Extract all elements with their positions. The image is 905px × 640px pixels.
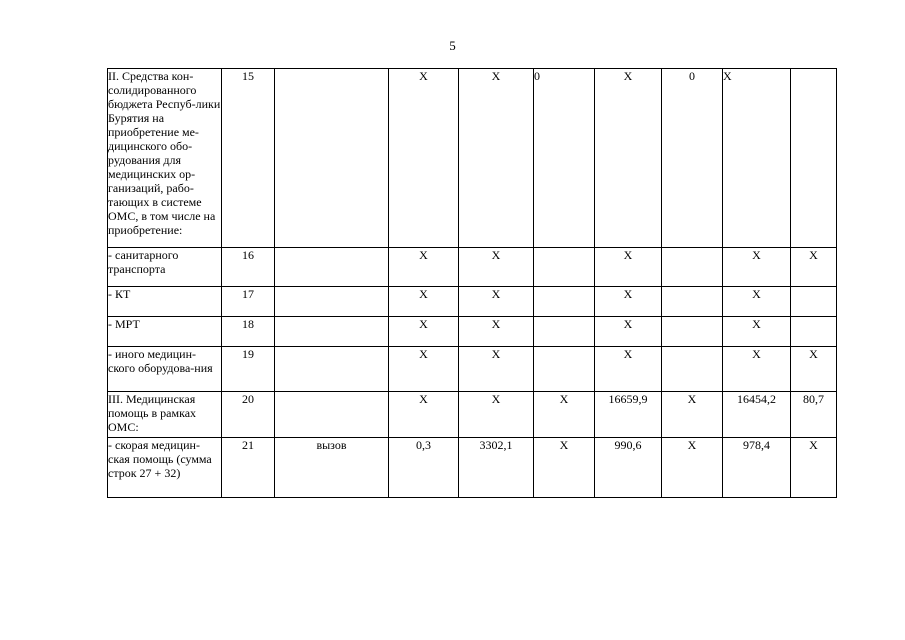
value-cell bbox=[534, 248, 595, 287]
value-cell: Х bbox=[389, 347, 459, 392]
value-cell bbox=[534, 287, 595, 317]
value-cell: Х bbox=[723, 248, 791, 287]
value-cell bbox=[662, 248, 723, 287]
unit-cell bbox=[275, 287, 389, 317]
table-row bbox=[108, 392, 837, 438]
row-number: 19 bbox=[222, 347, 275, 392]
table-row bbox=[108, 317, 837, 347]
unit-cell bbox=[275, 392, 389, 438]
row-number: 17 bbox=[222, 287, 275, 317]
row-number: 21 bbox=[222, 438, 275, 498]
value-cell: Х bbox=[595, 69, 662, 248]
value-cell: 978,4 bbox=[723, 438, 791, 498]
row-number: 18 bbox=[222, 317, 275, 347]
value-cell: Х bbox=[389, 69, 459, 248]
value-cell: Х bbox=[389, 317, 459, 347]
table-row bbox=[108, 69, 837, 248]
value-cell: 990,6 bbox=[595, 438, 662, 498]
value-cell: Х bbox=[662, 392, 723, 438]
row-number: 20 bbox=[222, 392, 275, 438]
unit-cell bbox=[275, 347, 389, 392]
value-cell bbox=[662, 347, 723, 392]
row-label: - скорая медицин-ская помощь (сумма строк 27 + 32) bbox=[108, 438, 222, 498]
value-cell bbox=[662, 317, 723, 347]
value-cell: Х bbox=[595, 347, 662, 392]
row-label: - иного медицин-ского оборудова-ния bbox=[108, 347, 222, 392]
row-label: - КТ bbox=[108, 287, 222, 317]
value-cell: Х bbox=[791, 248, 837, 287]
value-cell: 16659,9 bbox=[595, 392, 662, 438]
unit-cell bbox=[275, 248, 389, 287]
value-cell: 0,3 bbox=[389, 438, 459, 498]
page-number: 5 bbox=[449, 38, 456, 53]
value-cell: 80,7 bbox=[791, 392, 837, 438]
value-cell: Х bbox=[662, 438, 723, 498]
value-cell: Х bbox=[459, 69, 534, 248]
row-number: 15 bbox=[222, 69, 275, 248]
unit-cell bbox=[275, 69, 389, 248]
value-cell: Х bbox=[389, 392, 459, 438]
row-number: 16 bbox=[222, 248, 275, 287]
value-cell: Х bbox=[723, 69, 791, 248]
value-cell: Х bbox=[389, 287, 459, 317]
table-row bbox=[108, 438, 837, 498]
unit-cell bbox=[275, 317, 389, 347]
value-cell: Х bbox=[723, 347, 791, 392]
value-cell bbox=[662, 287, 723, 317]
value-cell: Х bbox=[459, 287, 534, 317]
value-cell bbox=[791, 69, 837, 248]
row-label: II. Средства кон-солидированного бюджета Респуб-лики Бурятия на приобретение ме-дицинского обо-рудования для медицинских ор-ганизаций, рабо-тающих в системе ОМС, в том числе на приобретение: bbox=[108, 69, 222, 248]
row-label: - МРТ bbox=[108, 317, 222, 347]
value-cell bbox=[791, 287, 837, 317]
value-cell: 0 bbox=[534, 69, 595, 248]
value-cell: 0 bbox=[662, 69, 723, 248]
row-label: III. Медицинская помощь в рамках ОМС: bbox=[108, 392, 222, 438]
value-cell: Х bbox=[595, 287, 662, 317]
value-cell: Х bbox=[459, 248, 534, 287]
table-row bbox=[108, 347, 837, 392]
row-label: - санитарного транспорта bbox=[108, 248, 222, 287]
value-cell: Х bbox=[723, 317, 791, 347]
value-cell: Х bbox=[534, 438, 595, 498]
value-cell: Х bbox=[723, 287, 791, 317]
value-cell bbox=[534, 317, 595, 347]
value-cell: Х bbox=[791, 438, 837, 498]
value-cell: Х bbox=[791, 347, 837, 392]
value-cell: Х bbox=[459, 392, 534, 438]
value-cell: Х bbox=[534, 392, 595, 438]
value-cell: Х bbox=[459, 317, 534, 347]
data-table bbox=[107, 68, 837, 498]
value-cell: Х bbox=[459, 347, 534, 392]
value-cell: Х bbox=[389, 248, 459, 287]
value-cell: Х bbox=[595, 317, 662, 347]
table-row bbox=[108, 287, 837, 317]
value-cell bbox=[534, 347, 595, 392]
value-cell: Х bbox=[595, 248, 662, 287]
unit-cell: вызов bbox=[275, 438, 389, 498]
value-cell: 3302,1 bbox=[459, 438, 534, 498]
value-cell bbox=[791, 317, 837, 347]
table-row bbox=[108, 248, 837, 287]
value-cell: 16454,2 bbox=[723, 392, 791, 438]
